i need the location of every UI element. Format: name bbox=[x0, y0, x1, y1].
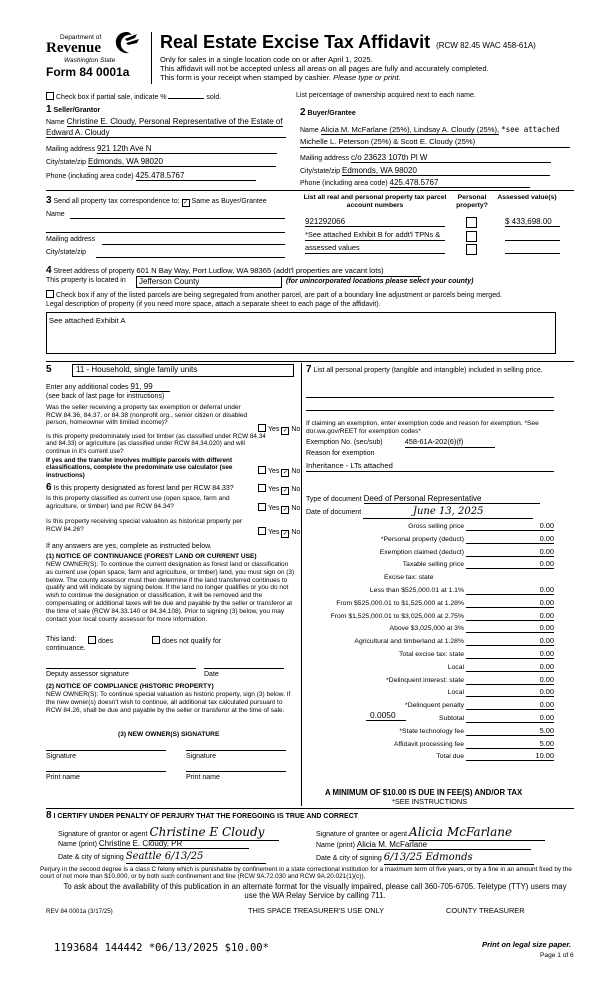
additional-codes-label: Enter any additional codes bbox=[46, 384, 129, 391]
tax-row-value[interactable]: 5.00 bbox=[539, 725, 554, 735]
does-label: does bbox=[98, 638, 114, 645]
tax-row-value[interactable]: 0.00 bbox=[539, 700, 554, 710]
treasurer-use: THIS SPACE TREASURER'S USE ONLY bbox=[248, 906, 385, 915]
doc-date-label: Date of document bbox=[306, 509, 362, 516]
cashier-stamp: 1193684 144442 *06/13/2025 $10.00* bbox=[54, 942, 269, 954]
ownership-note: List percentage of ownership acquired next to each name. bbox=[296, 92, 476, 99]
dept-line1: Department of bbox=[60, 34, 102, 41]
see-instructions: *SEE INSTRUCTIONS bbox=[392, 797, 468, 806]
buyer-phone-field[interactable]: 425.478.5767 bbox=[390, 178, 530, 188]
tax-row-value[interactable]: 0.00 bbox=[539, 533, 554, 543]
tax-row-label: Total due bbox=[436, 753, 464, 761]
seller-name-label: Name bbox=[46, 119, 65, 126]
header-note3a: This form is your receipt when stamped by cashier. bbox=[160, 73, 331, 82]
buyer-city-field[interactable]: Edmonds, WA 98020 bbox=[342, 166, 550, 176]
availability-note: To ask about the availability of this publication in an alternate format for the visually impaired, please call 360-705-6705. Teletype (TTY) users may use the WA Relay Service by calling 711. bbox=[63, 882, 567, 900]
tax-row-label: *Personal property (deduct) bbox=[380, 535, 464, 543]
deputy-date-label: Date bbox=[204, 671, 219, 678]
tax-row-label: Less than $525,000.01 at 1.1% bbox=[369, 587, 464, 594]
header-note3b: Please type or print. bbox=[333, 73, 401, 82]
dept-revenue: Revenue bbox=[46, 40, 101, 56]
grantor-date-field[interactable]: Seattle 6/13/25 bbox=[126, 851, 266, 864]
additional-codes-field[interactable]: 91, 99 bbox=[130, 382, 170, 392]
grantee-date-row bbox=[316, 852, 534, 865]
assessed-value-1[interactable]: $ 433,698.00 bbox=[505, 217, 560, 227]
section8-num: 8 bbox=[46, 810, 52, 821]
seller-city-row bbox=[46, 157, 276, 167]
form-rcw: (RCW 82.45 WAC 458-61A) bbox=[436, 41, 536, 50]
s6q2-no-checkbox[interactable]: ✓ bbox=[282, 507, 288, 513]
tax-row-value[interactable]: 0.00 bbox=[539, 687, 554, 697]
exemption-no-row bbox=[306, 438, 495, 448]
buyer-city-row bbox=[300, 166, 550, 176]
grantor-signature[interactable]: Christine E Cloudy bbox=[149, 826, 279, 841]
column-divider bbox=[301, 363, 302, 806]
header-note2: This affidavit will not be accepted unless all areas on all pages are fully and accurately completed. bbox=[160, 64, 489, 73]
parcel-header: List all real and personal property tax parcel account numbers bbox=[303, 194, 447, 209]
tax-row-label: Exemption claimed (deduct) bbox=[379, 548, 464, 556]
use-code-value: 11 - Household, single family units bbox=[76, 365, 198, 374]
located-row bbox=[46, 277, 126, 285]
exemption-no-field[interactable]: 458-61A-202(6)(f) bbox=[405, 438, 495, 448]
personal-header: Personal property? bbox=[456, 194, 488, 209]
partial-sale-sold: sold. bbox=[206, 94, 222, 101]
grantee-sig-row bbox=[316, 826, 545, 841]
section3-city-label: City/state/zip bbox=[46, 249, 87, 256]
q2-no-label: No bbox=[291, 468, 301, 475]
dept-state: Washington State bbox=[64, 57, 116, 64]
seller-mailing-label: Mailing address bbox=[46, 146, 96, 153]
seller-name-row bbox=[46, 117, 283, 127]
s6q3-yes-checkbox[interactable] bbox=[258, 527, 266, 535]
tax-row-value[interactable]: 0.00 bbox=[539, 636, 554, 646]
street-label: Street address of property bbox=[53, 268, 135, 275]
form-title-row bbox=[160, 32, 536, 53]
tax-row-label: From $1,525,000.01 to $3,025,000 at 2.75% bbox=[330, 612, 464, 620]
grantor-name-field[interactable]: Christine E. Cloudy, PR bbox=[99, 839, 249, 849]
tax-row-label: *State technology fee bbox=[399, 727, 464, 735]
section3-mailing-field[interactable] bbox=[102, 244, 285, 245]
revision: REV 84 0001a (3/17/25) bbox=[46, 908, 113, 915]
reason-label: Reason for exemption bbox=[306, 450, 375, 457]
owner-signature-line-2[interactable] bbox=[186, 750, 286, 751]
unincorporated-note: (for unincorporated locations please select your county) bbox=[286, 278, 474, 285]
deputy-label: Deputy assessor signature bbox=[46, 671, 129, 678]
does-not-checkbox[interactable] bbox=[152, 636, 160, 644]
local-rate: 0.0050 bbox=[370, 710, 396, 720]
s6q1-yes-checkbox[interactable] bbox=[258, 484, 266, 492]
notice2-heading: (2) NOTICE OF COMPLIANCE (HISTORIC PROPERTY) bbox=[46, 683, 214, 690]
section-divider-8 bbox=[46, 808, 574, 809]
grantee-date-label: Date & city of signing bbox=[316, 855, 382, 862]
buyer-name-label: Name bbox=[300, 127, 319, 134]
this-land-label: This land: bbox=[46, 636, 77, 643]
seller-name-field-2[interactable]: Edward A. Cloudy bbox=[46, 128, 286, 138]
personal-property-line-1[interactable] bbox=[306, 397, 554, 398]
doc-type-label: Type of document bbox=[306, 496, 362, 503]
section6-q2: Is this property classified as current use (open space, farm and agriculture, or timber) land per RCW 84.34? bbox=[46, 495, 230, 510]
personal-checkbox-3[interactable] bbox=[466, 244, 477, 255]
tax-row-label: From $525,000.01 to $1,525,000 at 1.28% bbox=[336, 599, 464, 607]
tax-row-label: Total excise tax: state bbox=[399, 651, 464, 658]
does-option bbox=[88, 636, 113, 646]
owner-signature-label-2: Signature bbox=[186, 753, 216, 760]
partial-sale-label: Check box if partial sale, indicate % bbox=[56, 94, 167, 101]
owner-print-label-1: Print name bbox=[46, 774, 80, 781]
legal-description-field[interactable] bbox=[46, 312, 556, 354]
partial-sale-checkbox[interactable] bbox=[46, 92, 54, 100]
grantee-date-field[interactable]: 6/13/25 Edmonds bbox=[384, 852, 534, 865]
legal-label: Legal description of property (if you need more space, attach a separate sheet to each page of the affidavit). bbox=[46, 301, 381, 308]
s6q3-no-label: No bbox=[291, 529, 301, 536]
notice1-body: NEW OWNER(S): To continue the current designation as forest land or classification as current use (open space, farm and agriculture, or timber) land, you must sign on (3) below. The county assessor must then determine if the land transferred continues to qualify and will indicate by signing below. If the land no longer qualifies or you do not wish to continue the designation or classification, it will be removed and the compensating or additional taxes will be due and payable by the seller or transferor at the time of sale (RCW 84.33.140 or 84.34.108). Prior to signing (3) below, you may contact your local county assessor for more information. bbox=[46, 561, 295, 623]
tax-row-label: Agricultural and timberland at 1.28% bbox=[354, 638, 464, 646]
deputy-date-line[interactable] bbox=[204, 668, 284, 669]
section3-name-row bbox=[46, 211, 65, 219]
tax-row-value[interactable]: 0.00 bbox=[539, 597, 554, 607]
s6q1-yes-label: Yes bbox=[268, 486, 280, 493]
tax-row-label: Taxable selling price bbox=[402, 561, 464, 569]
section7-num: 7 bbox=[306, 364, 312, 375]
tax-row-value[interactable]: 0.00 bbox=[539, 546, 554, 556]
owner-signature-line-1[interactable] bbox=[46, 750, 166, 751]
buyer-mailing-field[interactable]: c/o 23623 107th Pl W bbox=[351, 153, 551, 163]
section7-row bbox=[306, 364, 556, 376]
buyer-heading bbox=[300, 107, 356, 119]
county-select[interactable] bbox=[136, 276, 282, 288]
parcel-number-3[interactable]: assessed values bbox=[305, 244, 445, 254]
personal-property-line-2[interactable] bbox=[306, 410, 554, 411]
section5-q2-yesno bbox=[258, 466, 300, 477]
section5-q1: Was the seller receiving a property tax exemption or deferral under RCW 84.36, 84.37, or 84.38 (nonprofit org., senior citizen or disabled person, homeowner with limited income)? bbox=[46, 404, 248, 427]
grantee-signature[interactable]: Alicia McFarlane bbox=[409, 826, 545, 841]
seller-phone-row bbox=[46, 171, 256, 181]
segregated-checkbox[interactable] bbox=[46, 290, 54, 298]
section6-q3-yesno bbox=[258, 527, 300, 538]
tax-row-label: Local bbox=[447, 689, 464, 697]
assessed-header: Assessed value(s) bbox=[497, 194, 557, 201]
county-value: Jefferson County bbox=[139, 277, 200, 286]
revenue-logo-icon bbox=[113, 30, 141, 56]
street-field[interactable]: 601 N Bay Way, Port Ludlow, WA 98365 (addt'l properties are vacant lots) bbox=[136, 267, 421, 277]
tax-row-value[interactable]: 0.00 bbox=[539, 559, 554, 569]
doc-type-field[interactable]: Deed of Personal Representative bbox=[364, 494, 540, 504]
buyer-num: 2 bbox=[300, 107, 306, 118]
tax-row-label: Excise tax: state bbox=[384, 574, 434, 582]
legal-size-note: Print on legal size paper. bbox=[482, 940, 572, 949]
section6-q1: Is this property designated as forest land per RCW 84.33? bbox=[53, 485, 234, 492]
tax-row-value[interactable]: 0.00 bbox=[539, 610, 554, 620]
q2-no-checkbox[interactable]: ✓ bbox=[282, 470, 288, 476]
owner-print-label-2: Print name bbox=[186, 774, 220, 781]
does-not-label: does not qualify for bbox=[162, 638, 222, 645]
tax-row-label: *Delinquent penalty bbox=[405, 702, 464, 710]
doc-date-field[interactable]: June 13, 2025 bbox=[363, 506, 533, 519]
tax-row-label: Local bbox=[447, 663, 464, 671]
s6q2-yes-checkbox[interactable] bbox=[258, 503, 266, 511]
tax-row-value[interactable]: 10.00 bbox=[535, 751, 554, 761]
segregated-row bbox=[46, 290, 502, 300]
tax-row-label: Above $3,025,000 at 3% bbox=[389, 625, 464, 633]
section3-label: Send all property tax correspondence to: bbox=[53, 198, 180, 205]
form-title: Real Estate Excise Tax Affidavit bbox=[160, 32, 431, 52]
tax-row-value[interactable]: 0.00 bbox=[539, 674, 554, 684]
section3-num: 3 bbox=[46, 195, 52, 206]
section3-city-field[interactable] bbox=[96, 257, 285, 258]
buyer-heading-text: Buyer/Grantee bbox=[307, 110, 356, 117]
q1-no-checkbox[interactable]: ✓ bbox=[282, 428, 288, 434]
buyer-mailing-row bbox=[300, 153, 551, 163]
tax-row-value[interactable]: 0.00 bbox=[539, 521, 554, 530]
seller-num: 1 bbox=[46, 104, 52, 115]
tax-row-label: Gross selling price bbox=[408, 523, 464, 530]
section5-q2: Is this property predominately used for timber (as classified under RCW 84.34 and 84.33) or agriculture (as classified under RCW 84.34.020) and will continue in it's current use? bbox=[46, 433, 266, 455]
buyer-phone-row bbox=[300, 178, 530, 188]
seller-city-label: City/state/zip bbox=[46, 159, 87, 166]
section3-name-label: Name bbox=[46, 211, 65, 218]
section3-mailing-label: Mailing address bbox=[46, 236, 96, 243]
s6q2-yes-label: Yes bbox=[268, 505, 280, 512]
buyer-name-field[interactable]: Alicia M. McFarlane (25%), Lindsay A. Cloudy (25%), bbox=[320, 125, 500, 134]
section6-q1-row bbox=[46, 482, 234, 494]
q1-yes-checkbox[interactable] bbox=[258, 424, 266, 432]
grantee-name-row bbox=[316, 840, 531, 850]
page-number: Page 1 of 6 bbox=[540, 952, 574, 959]
section5-num: 5 bbox=[46, 364, 52, 375]
tax-row-label: Subtotal bbox=[439, 715, 464, 722]
s6q3-yes-label: Yes bbox=[268, 529, 280, 536]
section6-q2-yesno bbox=[258, 503, 300, 514]
assessed-value-2[interactable] bbox=[505, 240, 560, 241]
seller-mailing-field[interactable]: 921 12th Ave N bbox=[97, 144, 277, 154]
certify-row bbox=[46, 810, 358, 822]
additional-codes-row bbox=[46, 382, 170, 392]
parcel-number-1[interactable]: 921292066 bbox=[305, 217, 445, 227]
located-label: This property is located in bbox=[46, 277, 126, 284]
seller-heading-text: Seller/Grantor bbox=[53, 107, 101, 114]
see-back-note: (see back of last page for instructions) bbox=[46, 393, 165, 400]
grantee-name-field[interactable]: Alicia M. McFarlane bbox=[357, 840, 531, 850]
seller-mailing-row bbox=[46, 144, 277, 154]
exemption-no-label: Exemption No. (sec/sub) bbox=[306, 439, 383, 446]
doc-date-row bbox=[306, 506, 533, 519]
use-code-select[interactable] bbox=[72, 364, 294, 377]
form-number: Form 84 0001a bbox=[46, 65, 130, 79]
doc-type-row bbox=[306, 494, 540, 504]
owner-print-line-2[interactable] bbox=[186, 771, 286, 772]
minimum-note: A MINIMUM OF $10.00 IS DUE IN FEE(S) AND/OR TAX bbox=[325, 788, 523, 797]
section4-num: 4 bbox=[46, 265, 52, 276]
notice2-body: NEW OWNER(S): To continue special valuation as historic property, sign (3) below. If the new owner(s) doesn't wish to continue, all additional tax calculated pursuant to RCW 84.26, shall be due and payable by the seller or transferor at the time of sale. bbox=[46, 691, 291, 714]
seller-phone-field[interactable]: 425.478.5767 bbox=[136, 171, 256, 181]
grantee-name-label: Name (print) bbox=[316, 842, 355, 849]
this-land-row bbox=[46, 636, 76, 644]
owner-print-line-1[interactable] bbox=[46, 771, 166, 772]
tax-row-value[interactable]: 0.00 bbox=[539, 649, 554, 658]
segregated-label: Check box if any of the listed parcels are being segregated from another parcel, are part of a boundary line adjustment or parcels being merged. bbox=[56, 292, 502, 299]
buyer-name-field-2[interactable]: Michelle L. Peterson (25%) & Scott E. Cloudy (25%) bbox=[300, 138, 570, 148]
section3-name-field-2[interactable] bbox=[46, 232, 285, 233]
tax-row-value[interactable]: 0.00 bbox=[539, 623, 554, 633]
seller-heading bbox=[46, 104, 100, 116]
seller-phone-label: Phone (including area code) bbox=[46, 173, 134, 180]
deputy-signature-line[interactable] bbox=[46, 668, 196, 669]
section-divider-5 bbox=[46, 361, 574, 362]
same-as-buyer-label: Same as Buyer/Grantee bbox=[191, 198, 267, 205]
grantee-sig-label: Signature of grantee or agent bbox=[316, 831, 408, 838]
exemption-text: If claiming an exemption, enter exemption code and reason for exemption. *See dor.wa.gov/REET for exemption codes* bbox=[306, 420, 539, 435]
seller-city-field[interactable]: Edmonds, WA 98020 bbox=[88, 157, 276, 167]
tax-row-value[interactable]: 0.00 bbox=[539, 661, 554, 671]
section3-name-field[interactable] bbox=[70, 218, 285, 219]
s6q1-no-checkbox[interactable]: ✓ bbox=[282, 488, 288, 494]
header-note1: Only for sales in a single location code on or after April 1, 2025. bbox=[160, 55, 373, 64]
local-rate-line bbox=[366, 720, 406, 721]
certify-label: I CERTIFY UNDER PENALTY OF PERJURY THAT THE FOREGOING IS TRUE AND CORRECT bbox=[53, 813, 359, 820]
continuance-label: continuance. bbox=[46, 645, 86, 652]
seller-name-field[interactable]: Christine E. Cloudy, Personal Representative of the Estate of bbox=[66, 117, 283, 126]
notice3-heading: (3) NEW OWNER(S) SIGNATURE bbox=[118, 731, 220, 738]
buyer-name-extra: *see attached bbox=[501, 125, 560, 134]
county-treasurer: COUNTY TREASURER bbox=[446, 906, 525, 915]
tax-row-value[interactable]: 5.00 bbox=[539, 738, 554, 748]
personal-checkbox-1[interactable] bbox=[466, 217, 477, 228]
section6-num: 6 bbox=[46, 482, 52, 493]
does-not-option bbox=[152, 636, 221, 646]
reason-field[interactable]: Inheritance - LTs attached bbox=[306, 462, 554, 472]
grantor-name-label: Name (print) bbox=[58, 841, 97, 848]
legal-description-value: See attached Exhibit A bbox=[49, 316, 126, 325]
buyer-name-row bbox=[300, 126, 560, 135]
perjury-note: Perjury in the second degree is a class C felony which is punishable by confinement in a state correctional institution for a maximum term of five years, or by a fine in an amount fixed by the court of not more than $10,000, or by both such confinement and fine (RCW 9A.72.030 and RCW 9A.20.021(1)(c)). bbox=[40, 866, 572, 881]
partial-sale-row bbox=[46, 91, 221, 102]
if-any-note: If any answers are yes, complete as instructed below. bbox=[46, 543, 212, 550]
q1-yes-label: Yes bbox=[268, 426, 280, 433]
parcel-number-2[interactable]: *See attached Exhibit B for addt'l TPNs & bbox=[305, 231, 445, 241]
q1-no-label: No bbox=[291, 426, 301, 433]
buyer-mailing-label: Mailing address bbox=[300, 155, 350, 162]
partial-sale-percent-field[interactable] bbox=[168, 91, 204, 99]
buyer-city-label: City/state/zip bbox=[300, 168, 341, 175]
grantor-name-row bbox=[58, 839, 249, 849]
personal-checkbox-2[interactable] bbox=[466, 231, 477, 242]
q2-yes-checkbox[interactable] bbox=[258, 466, 266, 474]
section6-q3: Is this property receiving special valuation as historical property per RCW 84.26? bbox=[46, 518, 243, 533]
s6q3-no-checkbox[interactable]: ✓ bbox=[282, 531, 288, 537]
section7-label: List all personal property (tangible and intangible) included in selling price. bbox=[313, 367, 543, 374]
s6q2-no-label: No bbox=[291, 505, 301, 512]
tax-row-value[interactable]: 0.00 bbox=[539, 585, 554, 594]
section6-q1-yesno bbox=[258, 484, 300, 495]
q2-yes-label: Yes bbox=[268, 468, 280, 475]
s6q1-no-label: No bbox=[291, 486, 301, 493]
section5-q2b: If yes and the transfer involves multiple parcels with different classifications, complete the predominate use calculator (see instructions) bbox=[46, 457, 233, 479]
same-as-buyer-checkbox[interactable]: ✓ bbox=[183, 200, 189, 206]
tax-row-value[interactable]: 0.00 bbox=[539, 713, 554, 722]
street-row bbox=[46, 265, 421, 277]
notice1-heading: (1) NOTICE OF CONTINUANCE (FOREST LAND OR CURRENT USE) bbox=[46, 553, 257, 560]
header-note3 bbox=[160, 74, 401, 83]
header-divider bbox=[151, 32, 152, 84]
section-divider-2 bbox=[46, 190, 574, 191]
tax-row-label: *Delinquent interest: state bbox=[386, 676, 464, 684]
owner-signature-label-1: Signature bbox=[46, 753, 76, 760]
grantor-date-row bbox=[58, 851, 266, 864]
buyer-phone-label: Phone (including area code) bbox=[300, 180, 388, 187]
section3-label-row bbox=[46, 195, 267, 207]
grantor-date-label: Date & city of signing bbox=[58, 854, 124, 861]
grantor-sig-label: Signature of grantor or agent bbox=[58, 831, 148, 838]
does-checkbox[interactable] bbox=[88, 636, 96, 644]
assessed-value-3[interactable] bbox=[505, 253, 560, 254]
tax-row-label: Affidavit processing fee bbox=[393, 740, 464, 748]
